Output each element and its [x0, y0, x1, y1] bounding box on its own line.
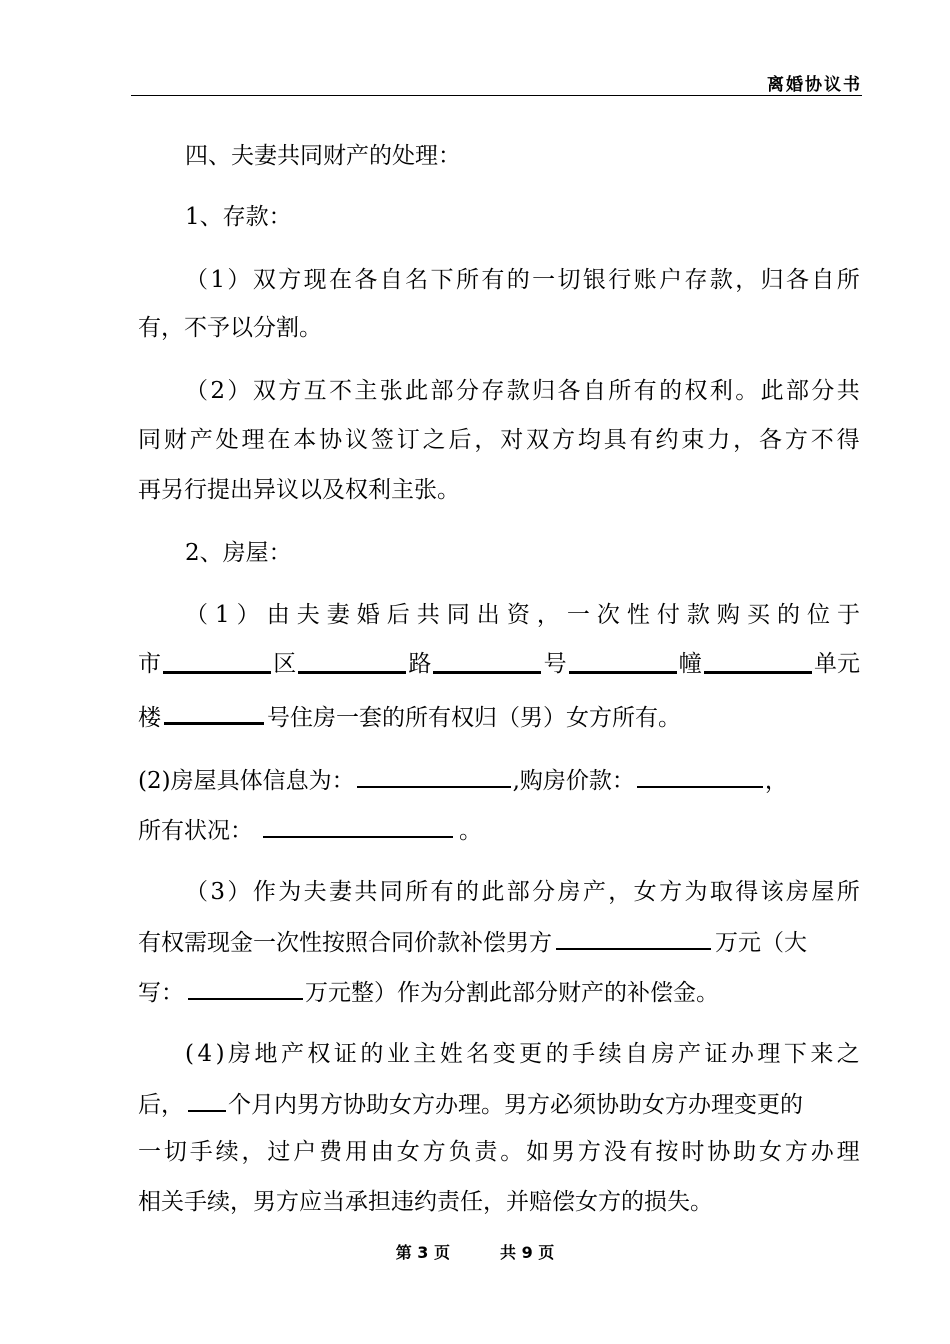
- house-info-label: (2)房屋具体信息为：: [138, 768, 355, 794]
- address-blank-number[interactable]: [569, 649, 677, 674]
- compensation-unit: 万元（大: [715, 930, 807, 956]
- paragraph-line: （ 1 ） 由 夫 妻 婚 后 共 同 出 资 ， 一 次 性 付 款 购 买 的 位 于: [185, 602, 860, 628]
- address-blank-floor[interactable]: [164, 700, 264, 725]
- capital-label: 写：: [138, 980, 184, 1006]
- address-blank-road[interactable]: [433, 649, 541, 674]
- ownership-status-blank[interactable]: [263, 814, 453, 838]
- transfer-line: [138, 1088, 860, 1120]
- paragraph-line: 再另行提出异议以及权利主张。: [138, 477, 460, 503]
- ownership-status-period: 。: [459, 818, 482, 844]
- paragraph-line: （ 3 ） 作 为 夫 妻 共 同 所 有 的 此 部 分 房 产 ， 女 方 为 取 得 该 房 屋 所: [185, 879, 860, 905]
- page-footer: [0, 1240, 950, 1263]
- capital-amount-blank[interactable]: [188, 976, 303, 1000]
- address-line-2: [138, 700, 860, 733]
- house-info-blank[interactable]: [357, 764, 511, 788]
- paragraph-line: （ 1 ） 双 方 现 在 各 自 名 下 所 有 的 一 切 银 行 账 户 存 款 ， 归 各 自 所: [185, 267, 860, 293]
- subsection-house: 2、房屋：: [185, 540, 292, 566]
- address-label-road: 路: [408, 651, 432, 677]
- compensation-purpose: 万元整）作为分割此部分财产的补偿金。: [305, 980, 719, 1006]
- header-rule: [131, 95, 862, 96]
- compensation-line: [138, 926, 860, 958]
- section-heading: 四、夫妻共同财产的处理：: [185, 143, 461, 169]
- price-blank[interactable]: [637, 764, 763, 788]
- address-blank-city[interactable]: [163, 649, 271, 674]
- header-title: 离婚协议书: [767, 75, 862, 95]
- price-label: ,购房价款：: [512, 768, 635, 794]
- paragraph-line: （ 2 ） 双 方 互 不 主 张 此 部 分 存 款 归 各 自 所 有 的 权 利 。 此 部 分 共: [185, 378, 860, 404]
- compensation-line-2: [138, 976, 860, 1008]
- address-blank-district[interactable]: [298, 649, 406, 674]
- page-number: 第 3 页: [395, 1243, 450, 1262]
- address-label-city: 市: [138, 651, 161, 677]
- transfer-label: 后，: [138, 1092, 184, 1118]
- compensation-amount-blank[interactable]: [556, 926, 711, 950]
- house-info-line: [138, 764, 860, 796]
- address-label-unit: 单元: [813, 651, 860, 677]
- ownership-status-line: [138, 814, 860, 846]
- page-total: 共 9 页: [500, 1243, 555, 1262]
- address-label-floor: 楼: [138, 705, 161, 731]
- ownership-text: 号住房一套的所有权归（男）女方所有。: [267, 705, 681, 731]
- price-comma: ，: [764, 768, 788, 794]
- address-label-number: 号: [543, 651, 567, 677]
- address-line: [138, 649, 860, 679]
- compensation-text: 有权需现金一次性按照合同价款补偿男方: [138, 930, 552, 956]
- paragraph-line: ( 4 ) 房 地 产 权 证 的 业 主 姓 名 变 更 的 手 续 自 房 产 证 办 理 下 来 之: [185, 1041, 860, 1067]
- subsection-deposits: 1、存款：: [185, 204, 292, 230]
- paragraph-line: 一 切 手 续 ， 过 户 费 用 由 女 方 负 责 。 如 男 方 没 有 按 时 协 助 女 方 办 理: [138, 1139, 860, 1165]
- paragraph-line: 有，不予以分割。: [138, 315, 322, 341]
- address-label-building: 幢: [678, 651, 702, 677]
- paragraph-line: 相关手续，男方应当承担违约责任，并赔偿女方的损失。: [138, 1189, 713, 1215]
- ownership-status-label: 所有状况：: [138, 818, 253, 844]
- address-label-district: 区: [273, 651, 297, 677]
- transfer-text: 个月内男方协助女方办理。男方必须协助女方办理变更的: [228, 1092, 803, 1118]
- paragraph-line: 同 财 产 处 理 在 本 协 议 签 订 之 后 ， 对 双 方 均 具 有 约 束 力 ， 各 方 不 得: [138, 427, 860, 453]
- months-blank[interactable]: [188, 1088, 226, 1112]
- address-blank-building[interactable]: [704, 649, 812, 674]
